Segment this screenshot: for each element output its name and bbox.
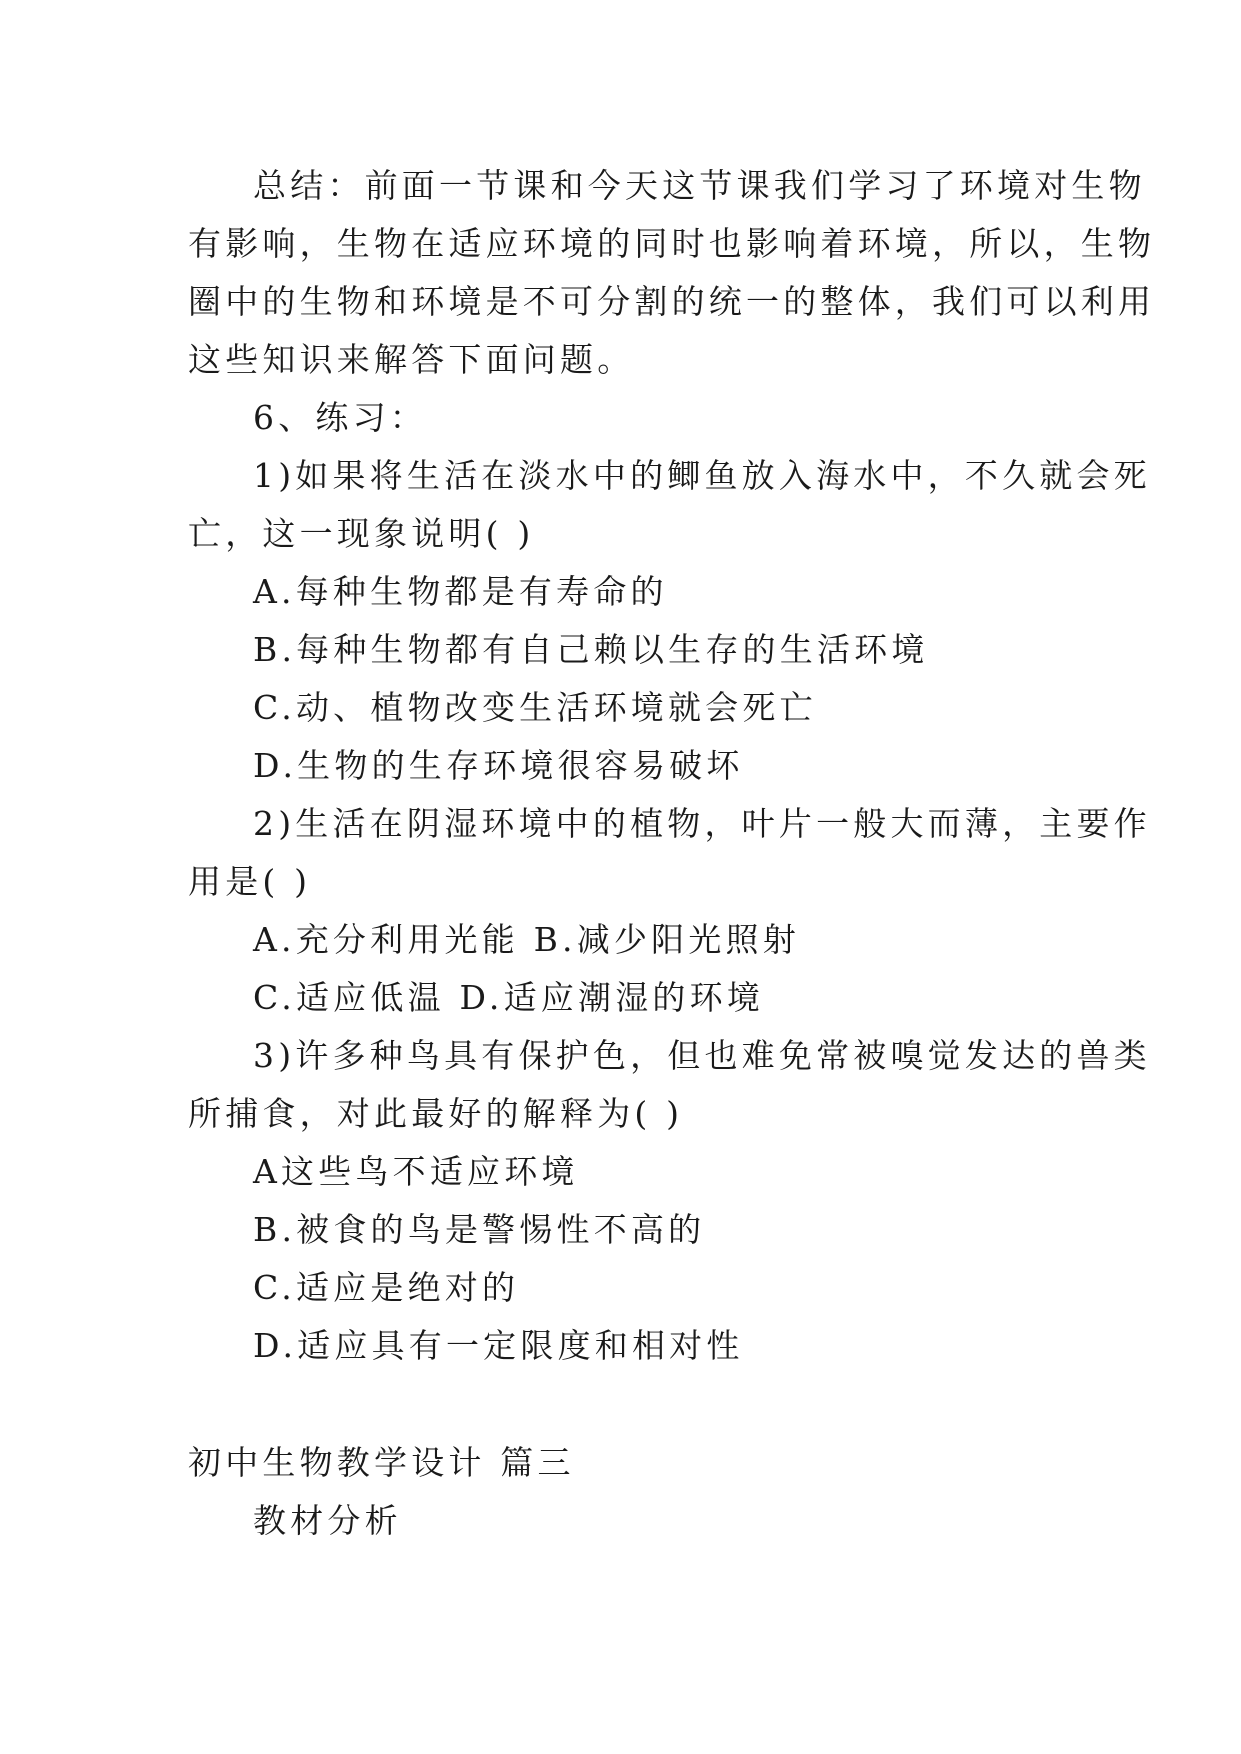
q1-option-c: C.动、植物改变生活环境就会死亡: [253, 688, 817, 727]
q1-stem-line-2: 亡，这一现象说明( ): [188, 514, 535, 553]
q3-option-b: B.被食的鸟是警惕性不高的: [253, 1210, 706, 1249]
q3-stem-line-2: 所捕食，对此最好的解释为( ): [188, 1094, 684, 1133]
summary-line-4: 这些知识来解答下面问题。: [188, 340, 635, 379]
summary-line-1: 总结：前面一节课和今天这节课我们学习了环境对生物: [253, 166, 1146, 205]
section-title: 初中生物教学设计 篇三: [188, 1443, 575, 1482]
q2-stem-line-1: 2)生活在阴湿环境中的植物，叶片一般大而薄，主要作: [253, 804, 1151, 843]
summary-line-3: 圈中的生物和环境是不可分割的统一的整体，我们可以利用: [188, 282, 1156, 321]
q1-option-d: D.生物的生存环境很容易破坏: [253, 746, 744, 785]
q3-option-c: C.适应是绝对的: [253, 1268, 520, 1307]
q3-stem-line-1: 3)许多种鸟具有保护色，但也难免常被嗅觉发达的兽类: [253, 1036, 1151, 1075]
q3-option-a: A这些鸟不适应环境: [253, 1152, 579, 1191]
q1-option-b: B.每种生物都有自己赖以生存的生活环境: [253, 630, 929, 669]
q2-options-ab: A.充分利用光能 B.减少阳光照射: [253, 920, 800, 959]
q2-stem-line-2: 用是( ): [188, 862, 312, 901]
exercise-heading: 6、练习：: [253, 398, 427, 437]
q2-options-cd: C.适应低温 D.适应潮湿的环境: [253, 978, 765, 1017]
q1-stem-line-1: 1)如果将生活在淡水中的鲫鱼放入海水中，不久就会死: [253, 456, 1151, 495]
q3-option-d: D.适应具有一定限度和相对性: [253, 1326, 744, 1365]
subsection-title: 教材分析: [253, 1501, 402, 1540]
summary-line-2: 有影响，生物在适应环境的同时也影响着环境，所以，生物: [188, 224, 1156, 263]
q1-option-a: A.每种生物都是有寿命的: [253, 572, 668, 611]
